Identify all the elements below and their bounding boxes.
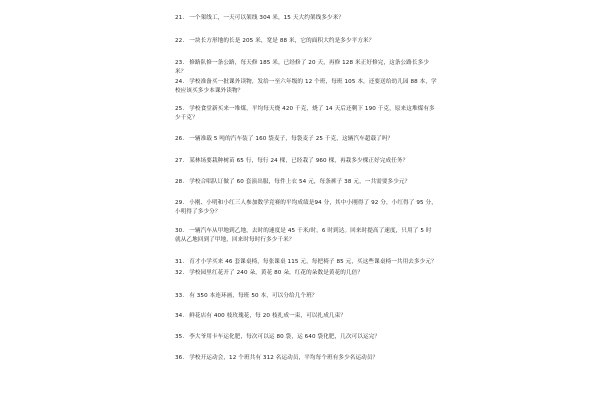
- question-number: 26.: [175, 136, 185, 142]
- question-22: [175, 37, 437, 46]
- question-25: [175, 105, 437, 123]
- question-text: 修路队修一条公路，每天修 185 米，已经修了 20 天，再修 128 米正好修完，这条公路长多少米？: [175, 60, 430, 75]
- question-number: 30.: [175, 228, 185, 234]
- question-24: [175, 78, 437, 96]
- question-text: 鲜花店有 400 枝玫瑰花，每 20 枝扎成一束，可以扎成几束？: [189, 313, 346, 319]
- question-text: 有 350 本连环画，每班 50 本，可以分给几个班？: [189, 293, 318, 299]
- question-number: 29.: [175, 200, 185, 206]
- question-26: [175, 135, 437, 144]
- question-29: [175, 199, 437, 217]
- question-text: 一个架线工，一天可以架线 304 米，15 天大约架线多少米？: [189, 15, 345, 21]
- question-text: 一辆汽车从甲地到乙地，去时的速度是 45 千米/时，6 时到达。回来时提高了速度，只用了 5 时就从乙地回到了甲地，回来时每时行多少千米？: [175, 228, 432, 243]
- question-text: 育才小学买来 46 套课桌椅，每张课桌 115 元，每把椅子 85 元，买这些课桌椅一共用去多少元？: [189, 259, 437, 265]
- question-number: 25.: [175, 106, 185, 112]
- question-number: 36.: [175, 355, 185, 361]
- question-23: [175, 59, 437, 77]
- question-34: [175, 312, 437, 321]
- question-28: [175, 178, 437, 187]
- question-number: 35.: [175, 334, 185, 340]
- question-36: [175, 354, 437, 363]
- question-31: [175, 258, 437, 267]
- question-number: 23.: [175, 60, 185, 66]
- question-number: 31.: [175, 259, 185, 265]
- question-text: 学校准备买一批课外读物，发给一至六年级的 12 个班，每班 105 本，还要送给幼儿园 88 本，学校应该买多少本课外读物？: [175, 79, 437, 94]
- question-text: 学校开运动会，12 个班共有 312 名运动员，平均每个班有多少名运动员？: [189, 355, 379, 361]
- question-number: 22.: [175, 38, 185, 44]
- question-text: 学校合唱队订做了 60 套演出服，每件上衣 54 元，每条裤子 38 元，一共需要多少元？: [189, 179, 411, 185]
- question-number: 21.: [175, 15, 185, 21]
- question-text: 学校食堂新买来一堆煤，平均每天烧 420 千克，烧了 14 天后还剩下 190 千克，原来这堆煤有多少千克？: [175, 106, 435, 121]
- question-number: 28.: [175, 179, 185, 185]
- question-text: 小刚、小明和小红三人参加数学竞赛的平均成绩是94 分，其中小刚得了 92 分，小红得了 95 分，小明得了多少分？: [175, 200, 437, 215]
- question-21: [175, 14, 437, 23]
- question-30: [175, 227, 437, 245]
- question-text: 李大爷用卡车运化肥，每次可以运 80 袋，运 640 袋化肥，几次可以运完？: [189, 334, 381, 340]
- question-number: 27.: [175, 158, 185, 164]
- question-33: [175, 292, 437, 301]
- question-text: 一辆准载 5 吨的汽车装了 160 袋麦子，每袋麦子 25 千克，这辆汽车超载了吗？: [189, 136, 394, 142]
- question-text: 学校园里红花开了 240 朵，黄花 80 朵，红花的朵数是黄花的几倍？: [189, 270, 364, 276]
- question-number: 34.: [175, 313, 185, 319]
- question-number: 24.: [175, 79, 185, 85]
- question-text: 一块长方形地的长是 205 米，宽是 88 米，它的面积大约是多少平方米？: [189, 38, 375, 44]
- question-number: 33.: [175, 293, 185, 299]
- question-text: 某林场要栽种树苗 65 行，每行 24 棵，已经栽了 960 棵，再栽多少棵正好完成任务？: [189, 158, 409, 164]
- question-32: [175, 269, 437, 278]
- question-27: [175, 157, 437, 166]
- question-number: 32.: [175, 270, 185, 276]
- question-35: [175, 333, 437, 342]
